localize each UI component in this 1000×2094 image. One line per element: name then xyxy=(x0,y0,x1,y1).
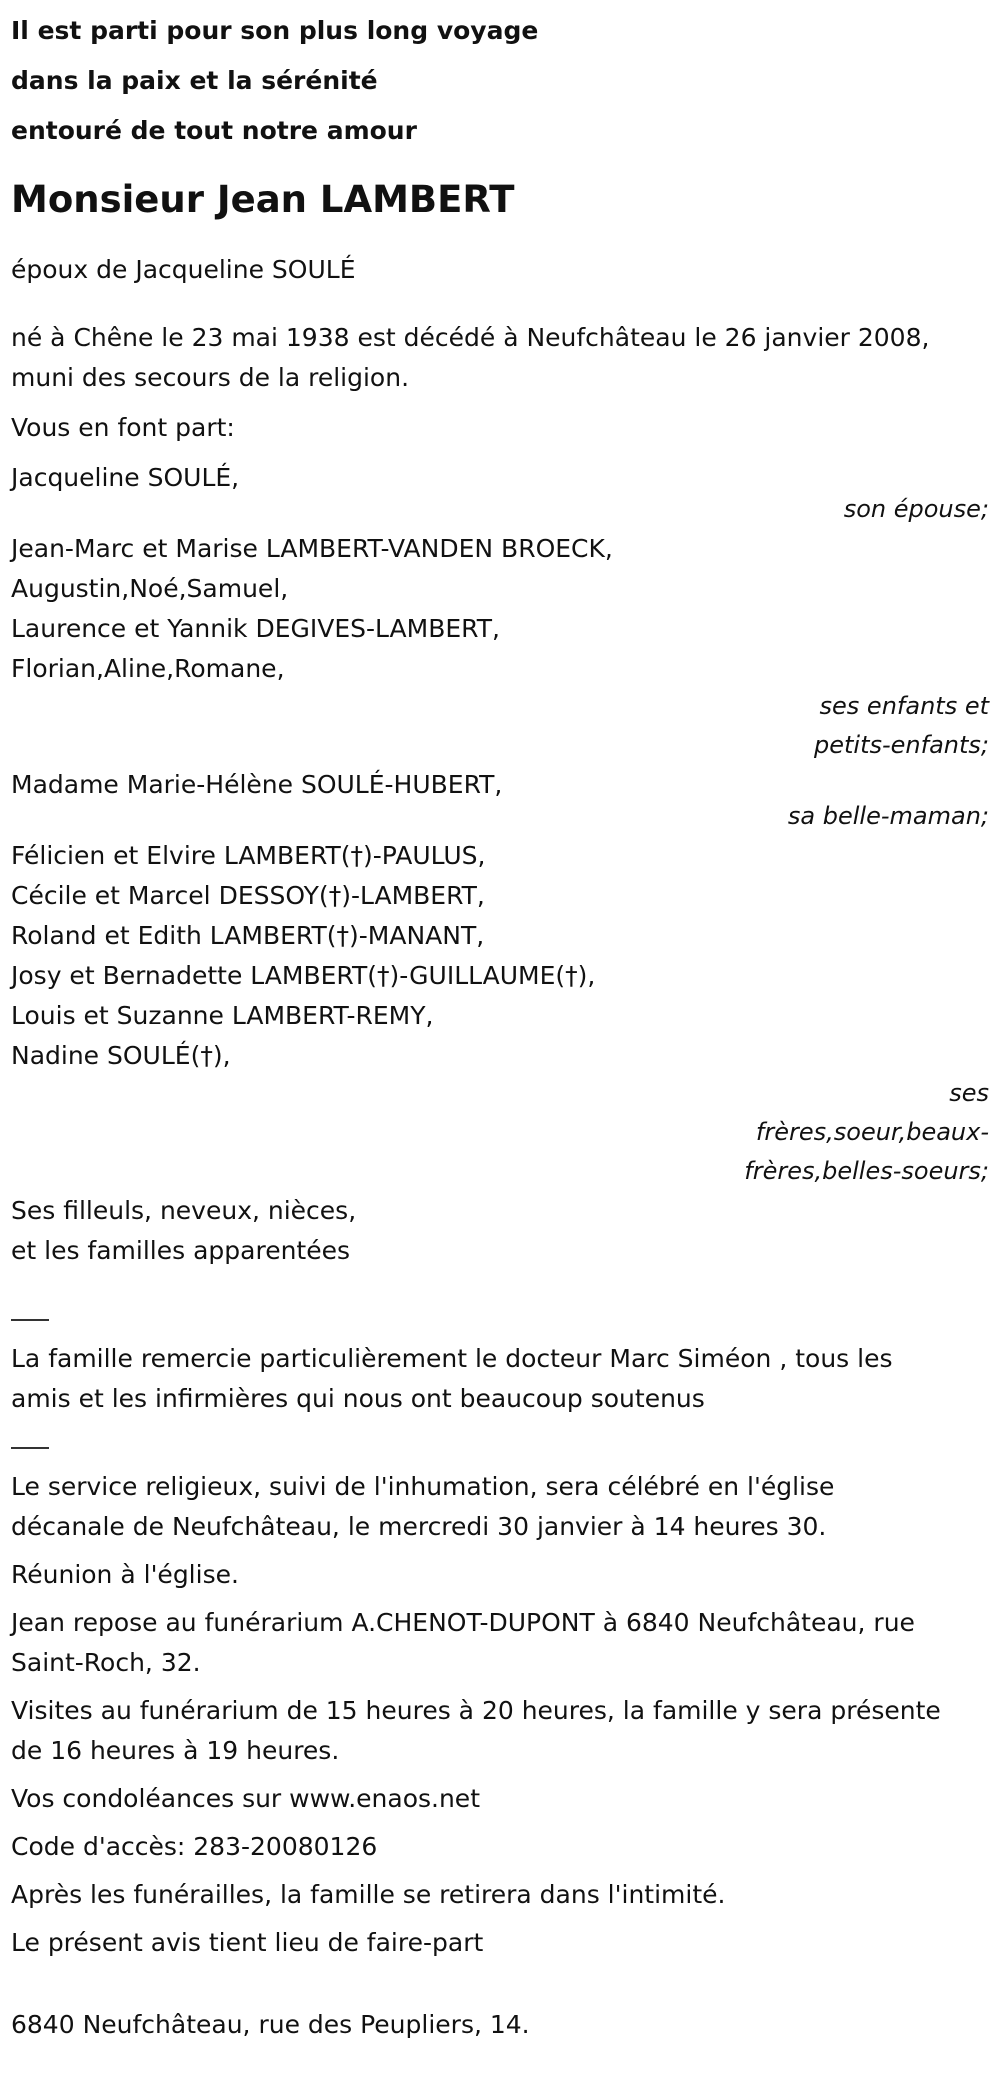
relation-line: petits-enfants; xyxy=(814,731,989,759)
service-line: Le service religieux, suivi de l'inhumation, sera célébré en l'église xyxy=(11,1472,835,1501)
intro-line: Il est parti pour son plus long voyage xyxy=(11,16,539,45)
family-member-line: Félicien et Elvire LAMBERT(†)-PAULUS, xyxy=(11,841,486,870)
access-code-line: Code d'accès: 283-20080126 xyxy=(11,1832,378,1861)
family-group-others xyxy=(11,1191,989,1271)
funeral-home-paragraph xyxy=(11,1603,989,1683)
service-line: décanale de Neufchâteau, le mercredi 30 janvier à 14 heures 30. xyxy=(11,1512,827,1541)
section-divider xyxy=(11,1319,49,1321)
service-paragraph xyxy=(11,1467,989,1547)
thanks-paragraph xyxy=(11,1339,989,1419)
visits-line: Visites au funérarium de 15 heures à 20 heures, la famille y sera présente xyxy=(11,1696,941,1725)
notice-line: Le présent avis tient lieu de faire-part xyxy=(11,1928,484,1957)
meeting-line: Réunion à l'église. xyxy=(11,1560,239,1589)
relation-line: frères,soeur,beaux- xyxy=(755,1118,989,1146)
family-member-line: Augustin,Noé,Samuel, xyxy=(11,574,289,603)
family-member-line: Nadine SOULÉ(†), xyxy=(11,1041,231,1070)
relation-label-siblings xyxy=(11,1074,989,1191)
family-member-line: Laurence et Yannik DEGIVES-LAMBERT, xyxy=(11,614,500,643)
family-member-line: Madame Marie-Hélène SOULÉ-HUBERT, xyxy=(11,770,503,799)
family-group-siblings xyxy=(11,836,989,1076)
family-member-line: et les familles apparentées xyxy=(11,1236,351,1265)
family-member-line: Jacqueline SOULÉ, xyxy=(11,463,240,492)
family-group-children xyxy=(11,529,989,689)
relation-line: frères,belles-soeurs; xyxy=(744,1157,989,1185)
intro-verse xyxy=(11,6,989,156)
visits-line: de 16 heures à 19 heures. xyxy=(11,1736,340,1765)
family-member-line: Ses filleuls, neveux, nièces, xyxy=(11,1196,357,1225)
spouse-of-line: époux de Jacqueline SOULÉ xyxy=(11,255,356,284)
relation-line: sa belle-maman; xyxy=(787,802,989,830)
section-divider xyxy=(11,1447,49,1449)
intro-line: dans la paix et la sérénité xyxy=(11,66,378,95)
funeral-home-line: Jean repose au funérarium A.CHENOT-DUPONT à 6840 Neufchâteau, rue xyxy=(11,1608,915,1637)
family-member-line: Jean-Marc et Marise LAMBERT-VANDEN BROECK, xyxy=(11,534,613,563)
intro-line: entouré de tout notre amour xyxy=(11,116,417,145)
relation-line: son épouse; xyxy=(843,495,989,523)
funeral-home-line: Saint-Roch, 32. xyxy=(11,1648,201,1677)
condolences-line: Vos condoléances sur www.enaos.net xyxy=(11,1784,480,1813)
birth-death-line: muni des secours de la religion. xyxy=(11,363,410,392)
thanks-line: La famille remercie particulièrement le docteur Marc Siméon , tous les xyxy=(11,1344,893,1373)
birth-death-paragraph xyxy=(11,318,989,398)
thanks-line: amis et les infirmières qui nous ont beaucoup soutenus xyxy=(11,1384,705,1413)
deceased-name: Monsieur Jean LAMBERT xyxy=(11,178,515,221)
family-member-line: Roland et Edith LAMBERT(†)-MANANT, xyxy=(11,921,485,950)
family-member-line: Cécile et Marcel DESSOY(†)-LAMBERT, xyxy=(11,881,485,910)
obituary-notice xyxy=(11,0,989,2045)
relation-line: ses enfants et xyxy=(819,692,989,720)
relation-line: ses xyxy=(949,1079,989,1107)
family-member-line: Louis et Suzanne LAMBERT-REMY, xyxy=(11,1001,434,1030)
after-funeral-line: Après les funérailles, la famille se retirera dans l'intimité. xyxy=(11,1880,726,1909)
home-address: 6840 Neufchâteau, rue des Peupliers, 14. xyxy=(11,2010,530,2039)
birth-death-line: né à Chêne le 23 mai 1938 est décédé à Neufchâteau le 26 janvier 2008, xyxy=(11,323,930,352)
visits-paragraph xyxy=(11,1691,989,1771)
family-member-line: Josy et Bernadette LAMBERT(†)-GUILLAUME(†), xyxy=(11,961,596,990)
announce-line: Vous en font part: xyxy=(11,413,235,442)
family-member-line: Florian,Aline,Romane, xyxy=(11,654,285,683)
relation-label-children xyxy=(11,687,989,765)
